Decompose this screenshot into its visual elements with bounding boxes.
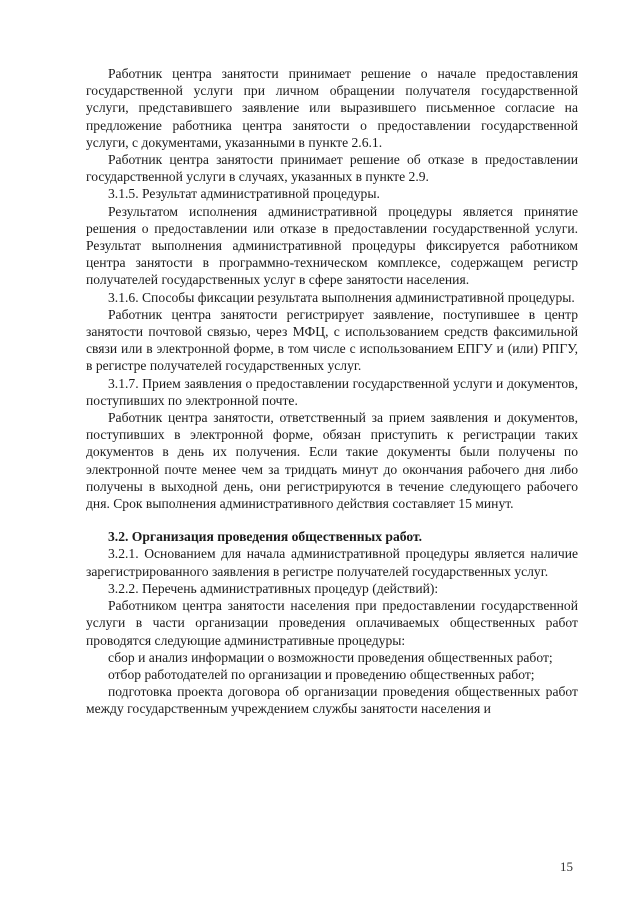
list-item: подготовка проекта договора об организации проведения общественных работ между государственным учреждением службы занятости населения и	[86, 684, 578, 717]
page-number: 15	[560, 859, 573, 874]
list-item: отбор работодателей по организации и проведению общественных работ;	[108, 666, 535, 682]
paragraph: 3.2.1. Основанием для начала административной процедуры является наличие зарегистрированного заявления в регистре получателей государственных услуг.	[86, 546, 578, 579]
subsection-heading: 3.2.2. Перечень административных процедур (действий):	[108, 580, 439, 596]
paragraph: Работник центра занятости регистрирует заявление, поступившее в центр занятости почтовой связью, через МФЦ, с использованием средств факсимильной связи или в электронной форме, в том числе с использованием ЕПГУ и (или) РПГУ, в регистре получателей государственных услуг.	[86, 306, 578, 374]
paragraph: Результатом исполнения административной процедуры является принятие решения о предоставлении или отказе в предоставлении государственной услуги. Результат выполнения административной процедуры фиксируется работником центра занятости в программно-техническом комплексе, содержащем регистр получателей государственных услуг в сфере занятости населения.	[86, 203, 578, 288]
subsection-heading: 3.1.7. Прием заявления о предоставлении государственной услуги и документов, поступивших по электронной почте.	[86, 375, 578, 408]
paragraph: Работник центра занятости, ответственный за прием заявления и документов, поступивших в электронной форме, обязан приступить к регистрации таких документов в день их получения. Если такие документы были получены по электронной почте менее чем за тридцать минут до окончания рабочего дня либо получены в выходной день, они регистрируются в течение следующего рабочего дня. Срок выполнения административного действия составляет 15 минут.	[86, 410, 578, 512]
paragraph: Работник центра занятости принимает решение об отказе в предоставлении государственной услуги в случаях, указанных в пункте 2.9.	[86, 152, 578, 185]
paragraph: Работник центра занятости принимает решение о начале предоставления государственной услуги при личном обращении получателя государственной услуги, представившего заявление или выразившего письменное согласие на предложение работника центра занятости о предоставлении государственной услуги, с документами, указанными в пункте 2.6.1.	[86, 66, 578, 150]
section-heading: 3.2. Организация проведения общественных работ.	[108, 529, 423, 545]
subsection-heading: 3.1.6. Способы фиксации результата выполнения административной процедуры.	[108, 289, 575, 305]
paragraph: Работником центра занятости населения при предоставлении государственной услуги в части организации проведения оплачиваемых общественных работ проводятся следующие административные процедуры:	[86, 598, 578, 648]
body-text	[86, 65, 578, 718]
subsection-heading: 3.1.5. Результат административной процедуры.	[108, 186, 380, 202]
list-item: сбор и анализ информации о возможности проведения общественных работ;	[108, 649, 553, 665]
